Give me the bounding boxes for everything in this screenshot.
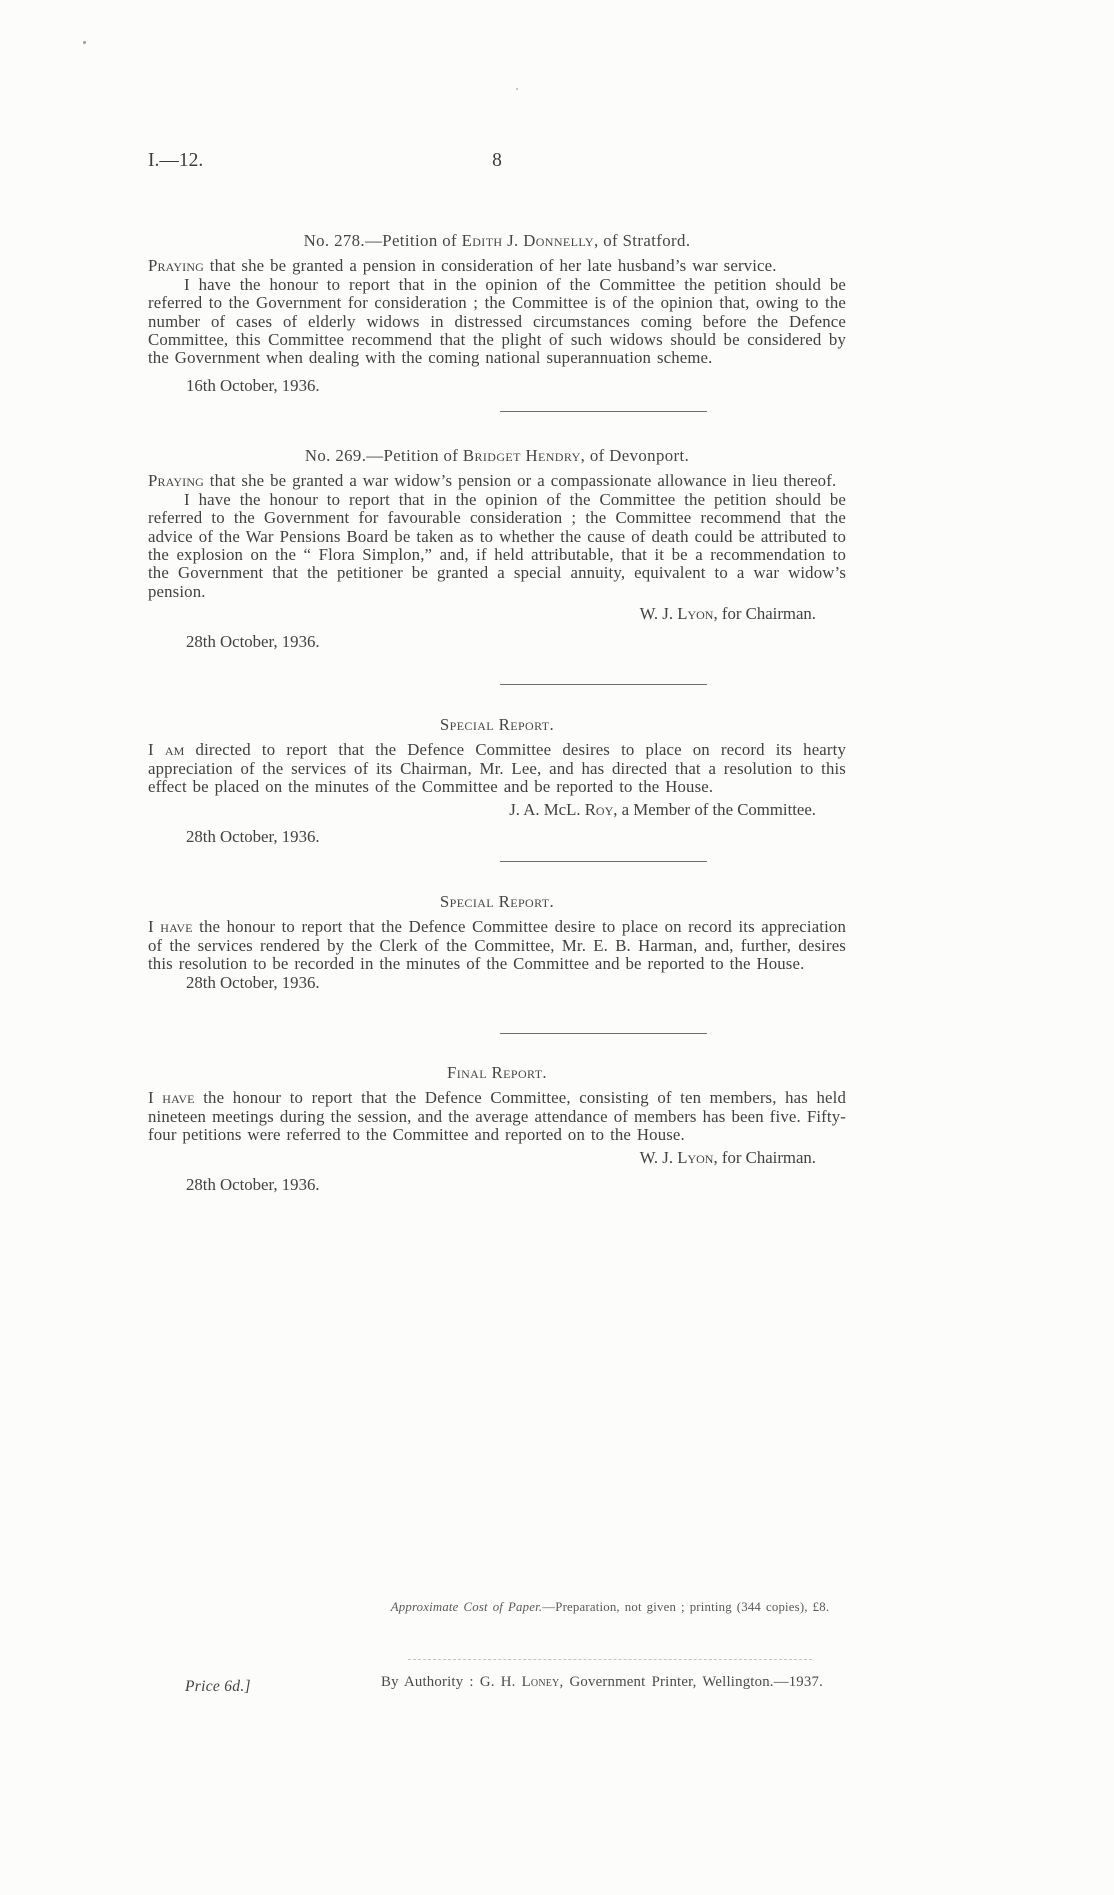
final-report-heading xyxy=(148,1064,846,1082)
petition-section-278 xyxy=(148,232,846,395)
cost-of-paper-note xyxy=(260,1600,960,1615)
report-paragraph xyxy=(148,918,846,973)
praying-lead: Praying xyxy=(148,471,204,491)
praying-text: that she be granted a war widow’s pension or a compassionate allowance in lieu thereof. xyxy=(203,471,837,491)
scan-speck xyxy=(83,41,86,44)
section-divider xyxy=(500,861,707,862)
report-date: 28th October, 1936. xyxy=(186,631,320,651)
report-paragraph xyxy=(148,1089,846,1144)
praying-paragraph xyxy=(148,257,846,275)
signer-initials: J. A. McL. xyxy=(509,799,585,819)
scan-speck xyxy=(516,88,518,90)
signer-initials: W. J. xyxy=(639,1147,678,1167)
report-date: 28th October, 1936. xyxy=(186,827,320,847)
signature-line xyxy=(148,605,846,623)
petition-278-heading xyxy=(148,232,846,250)
petition-heading-suffix: , of Stratford. xyxy=(594,231,691,250)
report-paragraph: I have the honour to report that in the opinion of the Committee the petition should be referred to the Government for favourable consideration ; the Committee recommend that the advice of the War Pensions Board be taken as to whether the cause of death could be attributed to the explosion on the “ Flora Simplon,” and, if held attributable, that it be a recommendation to the Government that the petitioner be granted a special annuity, equivalent to a war widow’s pension. xyxy=(148,489,846,601)
final-report-title: Final Report. xyxy=(446,1063,548,1082)
special-report-heading xyxy=(148,893,846,911)
signature-line xyxy=(148,801,846,819)
special-report-2-section xyxy=(148,893,846,992)
report-lead: I have xyxy=(148,917,193,937)
running-header xyxy=(148,150,846,174)
special-report-heading xyxy=(148,716,846,734)
special-report-title: Special Report. xyxy=(439,892,555,911)
report-paragraph xyxy=(148,741,846,796)
imprint-detail: , Government Printer, Wellington.—1937. xyxy=(559,1674,823,1690)
petition-section-269 xyxy=(148,447,846,651)
special-report-1-section xyxy=(148,716,846,846)
petitioner-name: Edith J. Donnelly xyxy=(461,231,594,250)
petition-heading-prefix: No. 269.—Petition of xyxy=(304,446,463,465)
document-reference: I.—12. xyxy=(148,150,204,171)
petition-269-heading xyxy=(148,447,846,465)
section-divider xyxy=(500,684,707,685)
signer-initials: W. J. xyxy=(639,604,678,624)
report-date: 28th October, 1936. xyxy=(186,1175,320,1195)
imprint-divider xyxy=(408,1659,812,1660)
signer-title: , for Chairman. xyxy=(713,1147,816,1167)
praying-lead: Praying xyxy=(148,256,204,276)
signer-name: Lyon xyxy=(677,604,714,624)
cost-note-lead: Approximate Cost of Paper. xyxy=(390,1600,543,1614)
praying-paragraph xyxy=(148,472,846,490)
price-label: Price 6d.] xyxy=(185,1678,251,1695)
petition-heading-suffix: , of Devonport. xyxy=(580,446,690,465)
report-lead: I am xyxy=(148,740,185,760)
signer-title: , a Member of the Committee. xyxy=(613,799,816,819)
special-report-title: Special Report. xyxy=(439,715,555,734)
printer-name: Loney xyxy=(521,1674,560,1690)
page-number: 8 xyxy=(492,150,502,171)
report-body: the honour to report that the Defence Committee desire to place on record its appreciation of the services rendered by the Clerk of the Committee, Mr. E. B. Harman, and, further, desires this resolution to be recorded in the minutes of the Committee and be reported to the House. xyxy=(148,917,846,974)
signer-name: Lyon xyxy=(677,1147,714,1167)
signer-name: Roy xyxy=(584,799,614,819)
report-date: 16th October, 1936. xyxy=(186,375,320,395)
imprint-line xyxy=(252,1674,952,1691)
report-body: directed to report that the Defence Committee desires to place on record its hearty appreciation of the services of its Chairman, Mr. Lee, and has directed that a resolution to this effect be placed on the minutes of the Committee and be reported to the House. xyxy=(148,740,846,797)
petition-heading-prefix: No. 278.—Petition of xyxy=(303,231,462,250)
report-paragraph: I have the honour to report that in the opinion of the Committee the petition should be referred to the Government for consideration ; the Committee is of the opinion that, owing to the number of cases of elderly widows in distressed circumstances coming before the Defence Committee, this Committee recommend that the plight of such widows should be considered by the Government when dealing with the coming national superannuation scheme. xyxy=(148,274,846,368)
petitioner-name: Bridget Hendry xyxy=(462,446,581,465)
section-divider xyxy=(500,411,707,412)
signature-line xyxy=(148,1149,846,1167)
signer-title: , for Chairman. xyxy=(713,604,816,624)
cost-note-detail: —Preparation, not given ; printing (344 copies), £8. xyxy=(542,1600,830,1614)
imprint-authority: By Authority : G. H. xyxy=(381,1674,522,1690)
final-report-section xyxy=(148,1064,846,1194)
report-date: 28th October, 1936. xyxy=(186,972,320,992)
report-body: the honour to report that the Defence Committee, consisting of ten members, has held nineteen meetings during the session, and the average attendance of members has been five. Fifty-four petitions were referred to the Committee and reported on to the House. xyxy=(148,1088,846,1145)
praying-text: that she be granted a pension in consideration of her late husband’s war service. xyxy=(203,256,777,276)
report-lead: I have xyxy=(148,1088,195,1108)
section-divider xyxy=(500,1033,707,1034)
